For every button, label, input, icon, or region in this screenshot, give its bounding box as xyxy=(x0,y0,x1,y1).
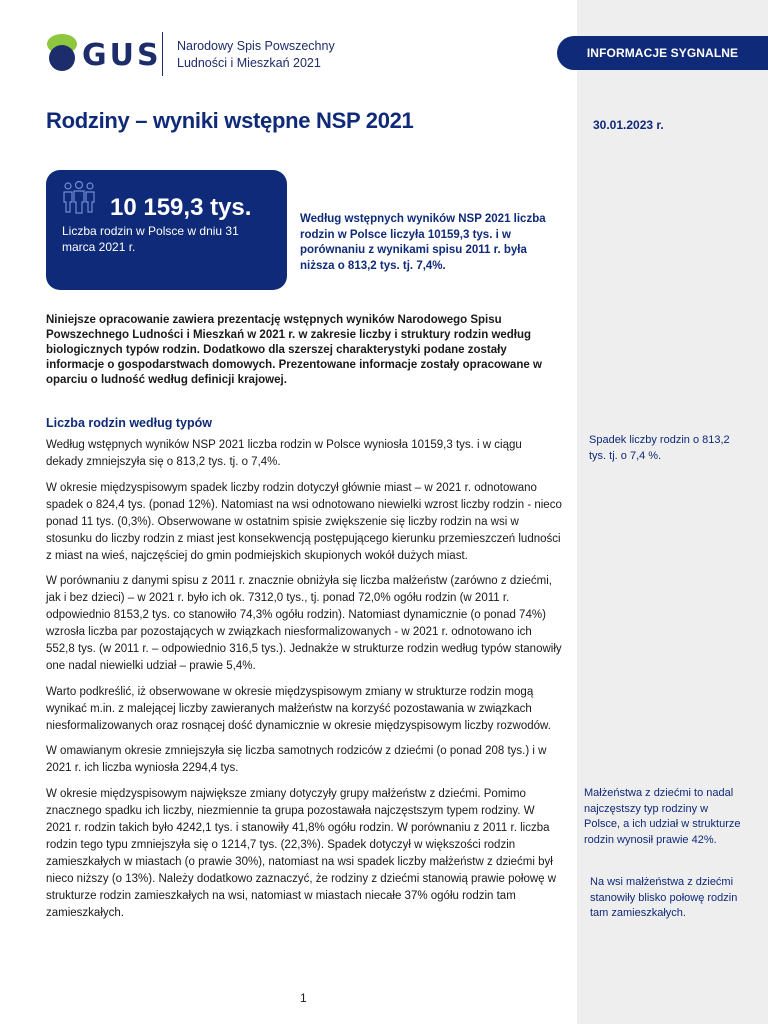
logo-subtitle xyxy=(177,38,335,72)
body-paragraph: W omawianym okresie zmniejszyła się liczba samotnych rodziców z dziećmi (o ponad 208 tys.) i w 2021 r. ich liczba wyniosła 2294,4 tys. xyxy=(46,745,547,774)
page-title: Rodziny – wyniki wstępne NSP 2021 xyxy=(46,108,414,133)
informacje-sygnalne-badge: INFORMACJE SYGNALNE xyxy=(557,36,768,70)
body-paragraph: Według wstępnych wyników NSP 2021 liczba rodzin w Polsce wyniosła 10159,3 tys. i w ciągu dekady zmniejszyła się o 813,2 tys. tj. o 7,4%. xyxy=(46,439,522,468)
body-paragraph: Warto podkreślić, iż obserwowane w okresie międzyspisowym zmiany w strukturze rodzin mogą wynikać m.in. z malejącej liczby zawieranych małżeństw na korzyść pozostawania w związkach niesformalizowanych oraz rosnącej dość dynamicznie w okresie międzyspisowym liczby rozwodów. xyxy=(46,685,551,732)
people-group-icon xyxy=(60,180,98,214)
stat-label: Liczba rodzin w Polsce w dniu 31 marca 2021 r. xyxy=(62,224,239,254)
lead-summary: Według wstępnych wyników NSP 2021 liczba rodzin w Polsce liczyła 10159,3 tys. i w porównaniu z wynikami spisu 2011 r. była niższa o 813,2 tys. tj. 7,4%. xyxy=(300,213,546,272)
logo-subtitle-line1: Narodowy Spis Powszechny xyxy=(177,39,335,53)
logo-wordmark: GUS xyxy=(82,38,162,73)
body-paragraph: W okresie międzyspisowym spadek liczby rodzin dotyczył głównie miast – w 2021 r. odnotowano spadek o 824,4 tys. (ponad 12%). Natomiast na wsi odnotowano niewielki wzrost liczby rodzin - nieco ponad 11 tys. (0,3%). Obserwowane w ostatnim spisie zwiększenie się liczby rodzin na wsi w stosunku do liczby rodzin z miast jest konsekwencją postępującego kierunku przemieszczeń ludności z miast na wieś, najczęściej do gmin podmiejskich skupionych wokół dużych miast. xyxy=(46,481,562,562)
gus-logo xyxy=(46,32,346,76)
key-stat-box xyxy=(46,170,287,290)
side-note-decline: Spadek liczby rodzin o 813,2 tys. tj. o 7,4 %. xyxy=(589,434,730,462)
gus-logo-icon xyxy=(46,32,78,74)
body-text xyxy=(46,437,562,930)
side-note-rural: Na wsi małżeństwa z dziećmi stanowiły blisko połowę rodzin tam zamieszkałych. xyxy=(590,876,738,919)
logo-subtitle-line2: Ludności i Mieszkań 2021 xyxy=(177,56,321,70)
body-paragraph: W okresie międzyspisowym największe zmiany dotyczyły grupy małżeństw z dziećmi. Pomimo znacznego spadku ich liczby, niezmiennie ta grupa pozostawała najczęstszym typem rodziny. W 2021 r. rodzin takich było 4242,1 tys. i stanowiły 41,8% ogółu rodzin. W porównaniu z 2011 r. liczba rodzin tego typu zmniejszyła się o 1214,7 tys. (22,3%). Spadek dotyczył w większości rodzin zamieszkałych w miastach (o prawie 30%), natomiast na wsi spadek liczby małżeństw z dziećmi był nieco niższy (o 13%). Należy dodatkowo zaznaczyć, że rodziny z dziećmi stanowią prawie połowę w strukturze rodzin zamieszkałych na wsi, natomiast w miastach niecałe 37% ogółu rodzin tam zamieszkałych. xyxy=(46,787,557,919)
page-number: 1 xyxy=(300,991,307,1005)
section-heading: Liczba rodzin według typów xyxy=(46,416,212,430)
intro-paragraph: Niniejsze opracowanie zawiera prezentację wstępnych wyników Narodowego Spisu Powszechnego Ludności i Mieszkań w 2021 r. w zakresie liczby i struktury rodzin według biologicznych typów rodzin. Dodatkowo dla szerszej charakterystyki podane zostały informacje o gospodarstwach domowych. Prezentowane informacje zostały opracowane w oparciu o ludność według definicji krajowej. xyxy=(46,314,542,386)
right-sidebar xyxy=(577,0,768,1024)
logo-divider xyxy=(162,32,163,76)
stat-value: 10 159,3 tys. xyxy=(110,194,252,221)
body-paragraph: W porównaniu z danymi spisu z 2011 r. znacznie obniżyła się liczba małżeństw (zarówno z dziećmi, jak i bez dzieci) – w 2021 r. było ich ok. 7312,0 tys., tj. ponad 72,0% ogółu rodzin (w 2011 r. odpowiednio 8153,2 tys. co stanowiło 74,3% ogółu rodzin). Natomiast dynamicznie (o ponad 74%) wzrosła liczba par pozostających w związkach niesformalizowanych - w 2021 r. odnotowano ich 552,8 tys. (w 2011 r. – odpowiednio 316,5 tys.). Jednakże w strukturze rodzin według typów stanowiły one nadal niewielki udział – prawie 5,4%. xyxy=(46,575,562,672)
side-note-married-children: Małżeństwa z dziećmi to nadal najczęstszy typ rodziny w Polsce, a ich udział w strukturze rodzin wynosił prawie 42%. xyxy=(584,787,741,846)
publication-date: 30.01.2023 r. xyxy=(593,118,664,132)
